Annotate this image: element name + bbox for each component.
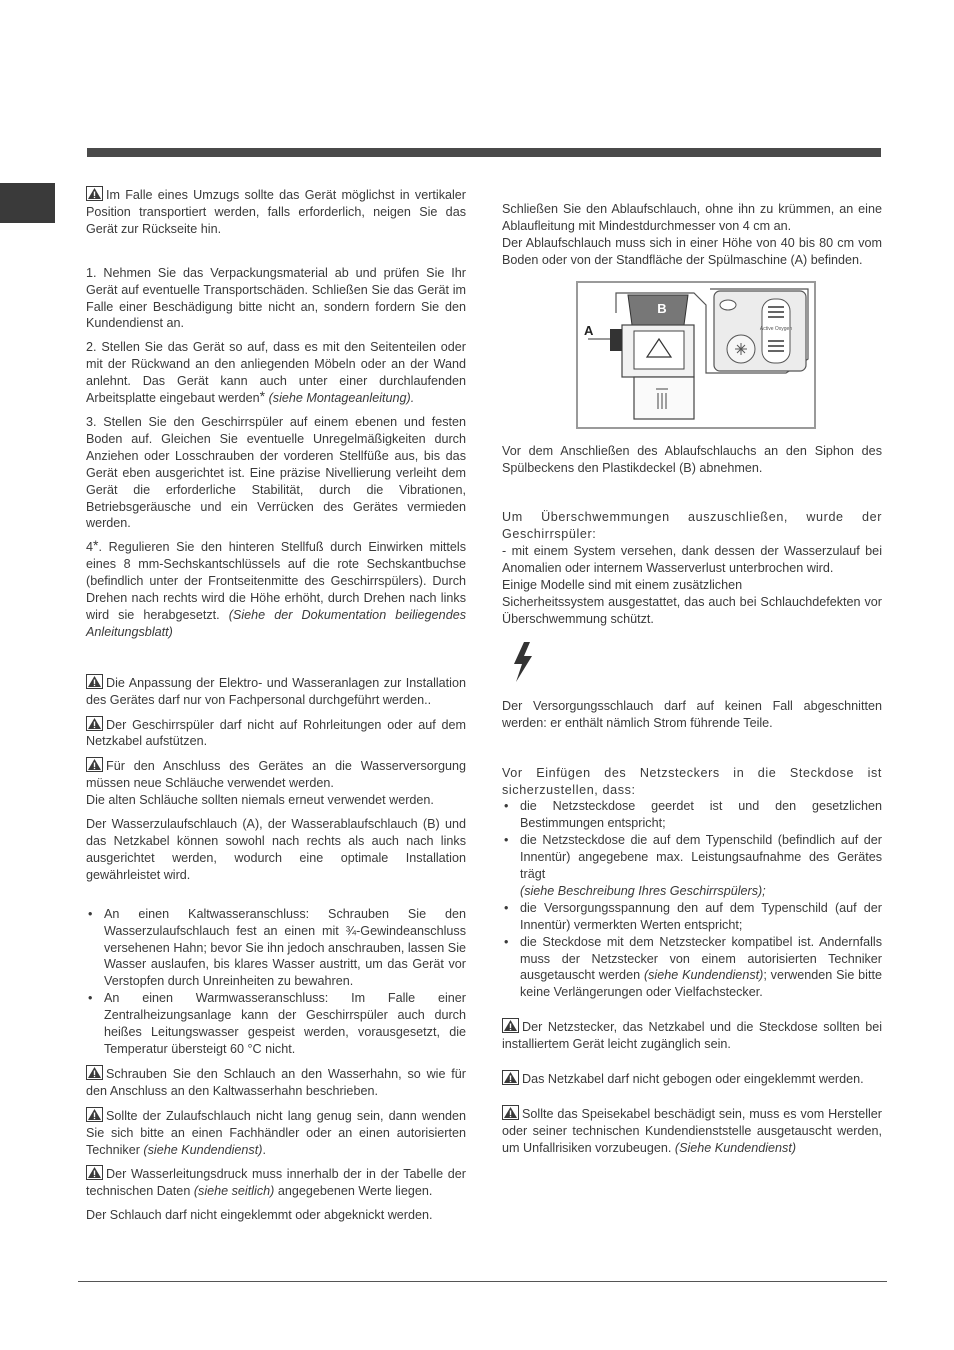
left-column: [86, 186, 466, 1224]
period: .: [262, 1142, 266, 1157]
warn-gebogen-text: Das Netzkabel darf nicht gebogen oder eingeklemmt werden.: [522, 1072, 864, 1087]
warn-rohrleitungen-text: Der Geschirrspüler darf nicht auf Rohrleitungen oder auf dem Netzkabel aufstützen.: [86, 717, 466, 749]
list-item-end: ; verwenden Sie bitte keine Verlängerungen oder Vielfachstecker.: [520, 968, 882, 1000]
warn-zulauf-text: Sollte der Zulaufschlauch nicht lang genug sein, dann wenden Sie sich bitte an einen Fachhändler oder an einen autorisierten Techniker: [86, 1108, 466, 1157]
list-item-reference: (siehe Kundendienst): [643, 968, 764, 983]
warn-druck-text: Der Wasserleitungsdruck muss innerhalb der in der Tabelle der technischen Daten: [86, 1167, 466, 1199]
warning-icon: [86, 1065, 103, 1080]
warn-wasserhahn: [86, 1065, 466, 1100]
warning-icon: [86, 186, 103, 201]
warning-icon: [502, 1070, 519, 1085]
list-item: • die Netzsteckdose geerdet ist und den gesetzlichen Bestimmungen entspricht;: [502, 798, 882, 832]
warning-icon: [502, 1018, 519, 1033]
step-1: 1. Nehmen Sie das Verpackungsmaterial ab und prüfen Sie Ihr Gerät auf eventuelle Transportschäden. Schließen Sie das Gerät im Falle einer Beschädigung bitte nicht an, sondern fordern Sie den Kundendienst an.: [86, 265, 466, 331]
warning-icon: [86, 1107, 103, 1122]
warn-fachpersonal: [86, 674, 466, 709]
section-tab-marker: [0, 183, 55, 223]
knick-hinweis: Der Schlauch darf nicht eingeklemmt oder abgeknickt werden.: [86, 1208, 433, 1223]
warn-schlaeuche-text: Für den Anschluss des Gerätes an die Wasserversorgung müssen neue Schläuche verwendet werden.: [86, 759, 466, 791]
ueberschwemmung-2: Einige Modelle sind mit einem zusätzlichen: [502, 578, 743, 593]
warning-icon: [86, 674, 103, 689]
transport-warning-text: Im Falle eines Umzugs sollte das Gerät möglichst in vertikaler Position transportiert werden, falls erforderlich, neigen Sie das Gerät zur Rückseite hin.: [86, 188, 466, 236]
ueberschwemmung-intro: Um Überschwemmungen auszuschließen, wurde der Geschirrspüler:: [502, 510, 882, 542]
warn-zulauf-reference: (siehe Kundendienst): [143, 1142, 263, 1157]
warning-icon: [86, 716, 103, 731]
warn-speisekabel-reference: (Siehe Kundendienst): [674, 1140, 797, 1155]
netzstecker-intro: Vor Einfügen des Netzsteckers in die Steckdose ist sicherzustellen, dass:: [502, 765, 882, 797]
ueberschwemmung-1: - mit einem System versehen, dank dessen der Wasserzulauf bei Anomalien oder internem Wasserverlust unterbrochen wird.: [502, 544, 882, 576]
high-voltage-icon: [512, 642, 534, 682]
step-4-text: . Regulieren Sie den hinteren Stellfuß durch Einwirken mittels eines 8 mm-Sechskantschlüssels auf die rote Sechskantbuchse (befindlich unter der Frontseitenmitte des Geschirrspülers). Durch Drehen nach rechts wird die Höhe erhöht, durch Drehen nach links wird sie herabgesetzt.: [86, 540, 466, 622]
drain-hose-diagram: [576, 281, 816, 429]
step-4: [86, 539, 466, 640]
warning-icon: [86, 1165, 103, 1180]
warn-fachpersonal-text: Die Anpassung der Elektro- und Wasseranlagen zur Installation des Gerätes darf nur von Fachpersonal durchgeführt werden..: [86, 675, 466, 707]
list-item-text: die Netzsteckdose die auf dem Typenschild (befindlich auf der Innentür) angegebene max. Leistungsaufnahme des Gerätes trägt: [520, 833, 882, 882]
versorgung-text: Der Versorgungsschlauch darf auf keinen Fall abgeschnitten werden: er enthält nämlich Strom führende Teile.: [502, 698, 882, 730]
list-item: [502, 832, 882, 900]
warn-speisekabel-text: Sollte das Speisekabel beschädigt sein, muss es vom Hersteller oder seiner technischen Kundendienststelle ausgetauscht werden, um Unfallrisiken vorzubeugen.: [502, 1107, 882, 1155]
step-4-reference: (Siehe der Dokumentation beiliegendes Anleitungsblatt): [86, 607, 466, 639]
step-2: [86, 339, 466, 407]
footnote-star: *: [93, 537, 99, 554]
step-2-text: 2. Stellen Sie das Gerät so auf, dass es mit den Seitenteilen oder mit der Rückwand an den anliegenden Möbeln oder an der Wand anlehnt. Das Gerät kann auch unter einer durchlaufenden Arbeitsplatte eingebaut werden: [86, 340, 466, 406]
footer-rule: [78, 1281, 887, 1282]
warn-wasserhahn-text: Schrauben Sie den Schlauch an den Wasserhahn, so wie für den Anschluss an den Kaltwasserhahn beschrieben.: [86, 1066, 466, 1098]
warn-druck-end: angegebenen Werte liegen.: [274, 1184, 433, 1199]
ueberschwemmung-3: Sicherheitssystem ausgestattet, das auch bei Schlauchdefekten vor Überschwemmung schützt.: [502, 594, 882, 626]
siphon-text: Vor dem Anschließen des Ablaufschlauchs an den Siphon des Spülbeckens den Plastikdeckel (B) abnehmen.: [502, 443, 882, 475]
diagram-label-a: A: [584, 322, 594, 338]
warn-rohrleitungen: [86, 716, 466, 751]
step-2-reference: (siehe Montageanleitung).: [265, 391, 415, 406]
step-3: 3. Stellen Sie den Geschirrspüler auf einem ebenen und festen Boden auf. Gleichen Sie eventuelle Unregelmäßigkeiten durch Anziehen oder Losschrauben der vorderen Stellfüße aus, bis das Gerät eben ausgerichtet ist. Eine präzise Nivellierung verleiht dem Gerät die erforderliche Stabilität, durch die Vibrationen, Betriebsgeräusche und ein Verrücken des Gerätes vermieden werden.: [86, 414, 466, 531]
warn-zugaenglich-text: Der Netzstecker, das Netzkabel und die Steckdose sollten bei installiertem Gerät leicht zugänglich sein.: [502, 1020, 882, 1052]
list-item: • die Versorgungsspannung den auf dem Typenschild (auf der Innentür) vermerkten Werten entspricht;: [502, 900, 882, 934]
anschluss-list: [86, 906, 466, 1058]
list-item: • An einen Kaltwasseranschluss: Schrauben Sie den Wasserzulaufschlauch fest an einen mit ¾-Gewindeanschluss versehenen Hahn; bevor Sie ihn jedoch anschrauben, lassen Sie Wasser auslaufen, bis klares Wasser austritt, um das Gerät vor Verstopfen durch Unreinheiten zu bewahren.: [86, 906, 466, 991]
hoehe-text: Der Ablaufschlauch muss sich in einer Höhe von 40 bis 80 cm vom Boden oder von der Standfläche der Spülmaschine (A) befinden.: [502, 235, 882, 267]
warn-schlaeuche: [86, 757, 466, 792]
warn-speisekabel: [502, 1105, 882, 1157]
warn-druck: [86, 1165, 466, 1200]
ablauf-text: Schließen Sie den Ablaufschlauch, ohne ihn zu krümmen, an eine Ablaufleitung mit Mindestdurchmesser von 4 cm an.: [502, 202, 882, 233]
footnote-star: *: [259, 388, 266, 405]
right-column: [502, 201, 882, 1157]
header-rule: [87, 148, 881, 157]
list-item-reference: (siehe Beschreibung Ihres Geschirrspülers);: [520, 883, 766, 898]
netzstecker-list: [502, 798, 882, 1001]
alte-schlaeuche: Die alten Schläuche sollten niemals erneut verwendet werden.: [86, 793, 434, 808]
warn-druck-reference: (siehe seitlich): [193, 1184, 275, 1199]
warn-gebogen: [502, 1070, 882, 1088]
warn-zulauf: [86, 1107, 466, 1159]
transport-warning: [86, 186, 466, 238]
warn-zugaenglich: [502, 1018, 882, 1053]
step-4-number: 4: [86, 540, 94, 555]
list-item: [502, 934, 882, 1002]
list-item-text: die Steckdose mit dem Netzstecker kompatibel ist. Andernfalls muss der Netzstecker von einem autorisierten Techniker ausgetauscht werden: [520, 934, 882, 983]
diagram-panel-label: Active Oxygen: [759, 325, 793, 332]
warning-icon: [86, 757, 103, 772]
diagram-label-b: B: [657, 300, 667, 316]
warning-icon: [502, 1105, 519, 1120]
schlauch-info: Der Wasserzulaufschlauch (A), der Wasserablaufschlauch (B) und das Netzkabel können sowohl nach rechts als auch nach links ausgerichtet werden, wodurch eine optimale Installation gewährleistet wird.: [86, 817, 466, 882]
list-item: • An einen Warmwasseranschluss: Im Falle einer Zentralheizungsanlage kann der Geschirrspüler auch durch heißes Leitungswasser gespeist werden, vorausgesetzt, die Temperatur übersteigt 60 °C nicht.: [86, 990, 466, 1058]
